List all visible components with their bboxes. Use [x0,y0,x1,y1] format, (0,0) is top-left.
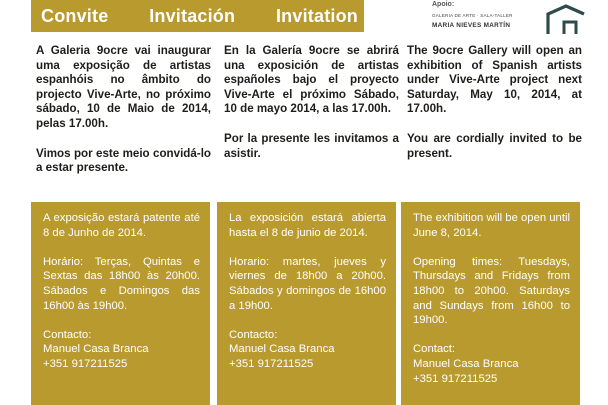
sponsor-logo [432,0,600,40]
contact-name: Manuel Casa Branca [43,343,149,356]
title-word-spanish: Invitación [149,5,236,26]
exhibition-dates: The exhibition will be open until June 8, 2014. [413,212,570,239]
contact-name: Manuel Casa Branca [229,343,335,356]
column-english-text [407,44,582,176]
invite-paragraph: You are cordially invited to be present. [407,131,582,160]
invitation-title-bar [31,0,364,32]
opening-hours: Horario: martes, jueves y viernes de 18h00 a 20h00. Sábados y domingos de 16h00 a 19h00. [229,255,386,312]
gallery-owner-name: MARIA NIEVES MARTÍN [432,22,511,29]
contact-label: Contacto: [43,328,92,341]
column-spanish-text [224,44,399,176]
contact-phone: +351 917211525 [413,372,498,385]
intro-paragraph: En la Galería 9ocre se abrirá una exposición de artistas españoles bajo el proyecto Vive-Arte el próximo Sábado, 10 de mayo 2014, a las 17.00h. [224,44,399,116]
support-label: Apoio: [432,1,455,8]
contact-phone: +351 917211525 [43,357,128,370]
info-box-spanish [217,202,396,405]
gallery-subtitle: GALERIA DE ARTE · SALA-TALLER [432,13,513,18]
info-box-portuguese [31,202,210,405]
intro-paragraph: The 9ocre Gallery will open an exhibition of Spanish artists under Vive-Arte project next Saturday, May 10, 2014, at 17.00h. [407,44,582,116]
invite-paragraph: Por la presente les invitamos a asistir. [224,131,399,160]
contact-name: Manuel Casa Branca [413,357,519,370]
exhibition-dates: A exposição estará patente até 8 de Junho de 2014. [43,212,200,239]
contact-phone: +351 917211525 [229,357,314,370]
column-portuguese-text [36,44,211,191]
title-word-english: Invitation [275,5,358,26]
house-logo-icon [542,4,592,36]
opening-hours: Opening times: Tuesdays, Thursdays and Fridays from 18h00 to 20h00. Saturdays and Sundays from 16h00 to 19h00. [413,255,570,327]
title-word-portuguese: Convite [41,5,109,26]
invite-paragraph: Vimos por este meio convidá-lo a estar presente. [36,146,211,175]
contact-label: Contact: [413,343,456,356]
exhibition-dates: La exposición estará abierta hasta el 8 de junio de 2014. [229,212,386,239]
contact-label: Contacto: [229,328,278,341]
intro-paragraph: A Galeria 9ocre vai inaugurar uma exposição de artistas espanhóis no âmbito do projecto Vive-Arte, no próximo sábado, 10 de Maio de 2014, pelas 17.00h. [36,44,211,130]
info-box-english [401,202,580,405]
opening-hours: Horário: Terças, Quintas e Sextas das 18h00 às 20h00. Sábados e Domingos das 16h00 às 19h00. [43,255,200,312]
